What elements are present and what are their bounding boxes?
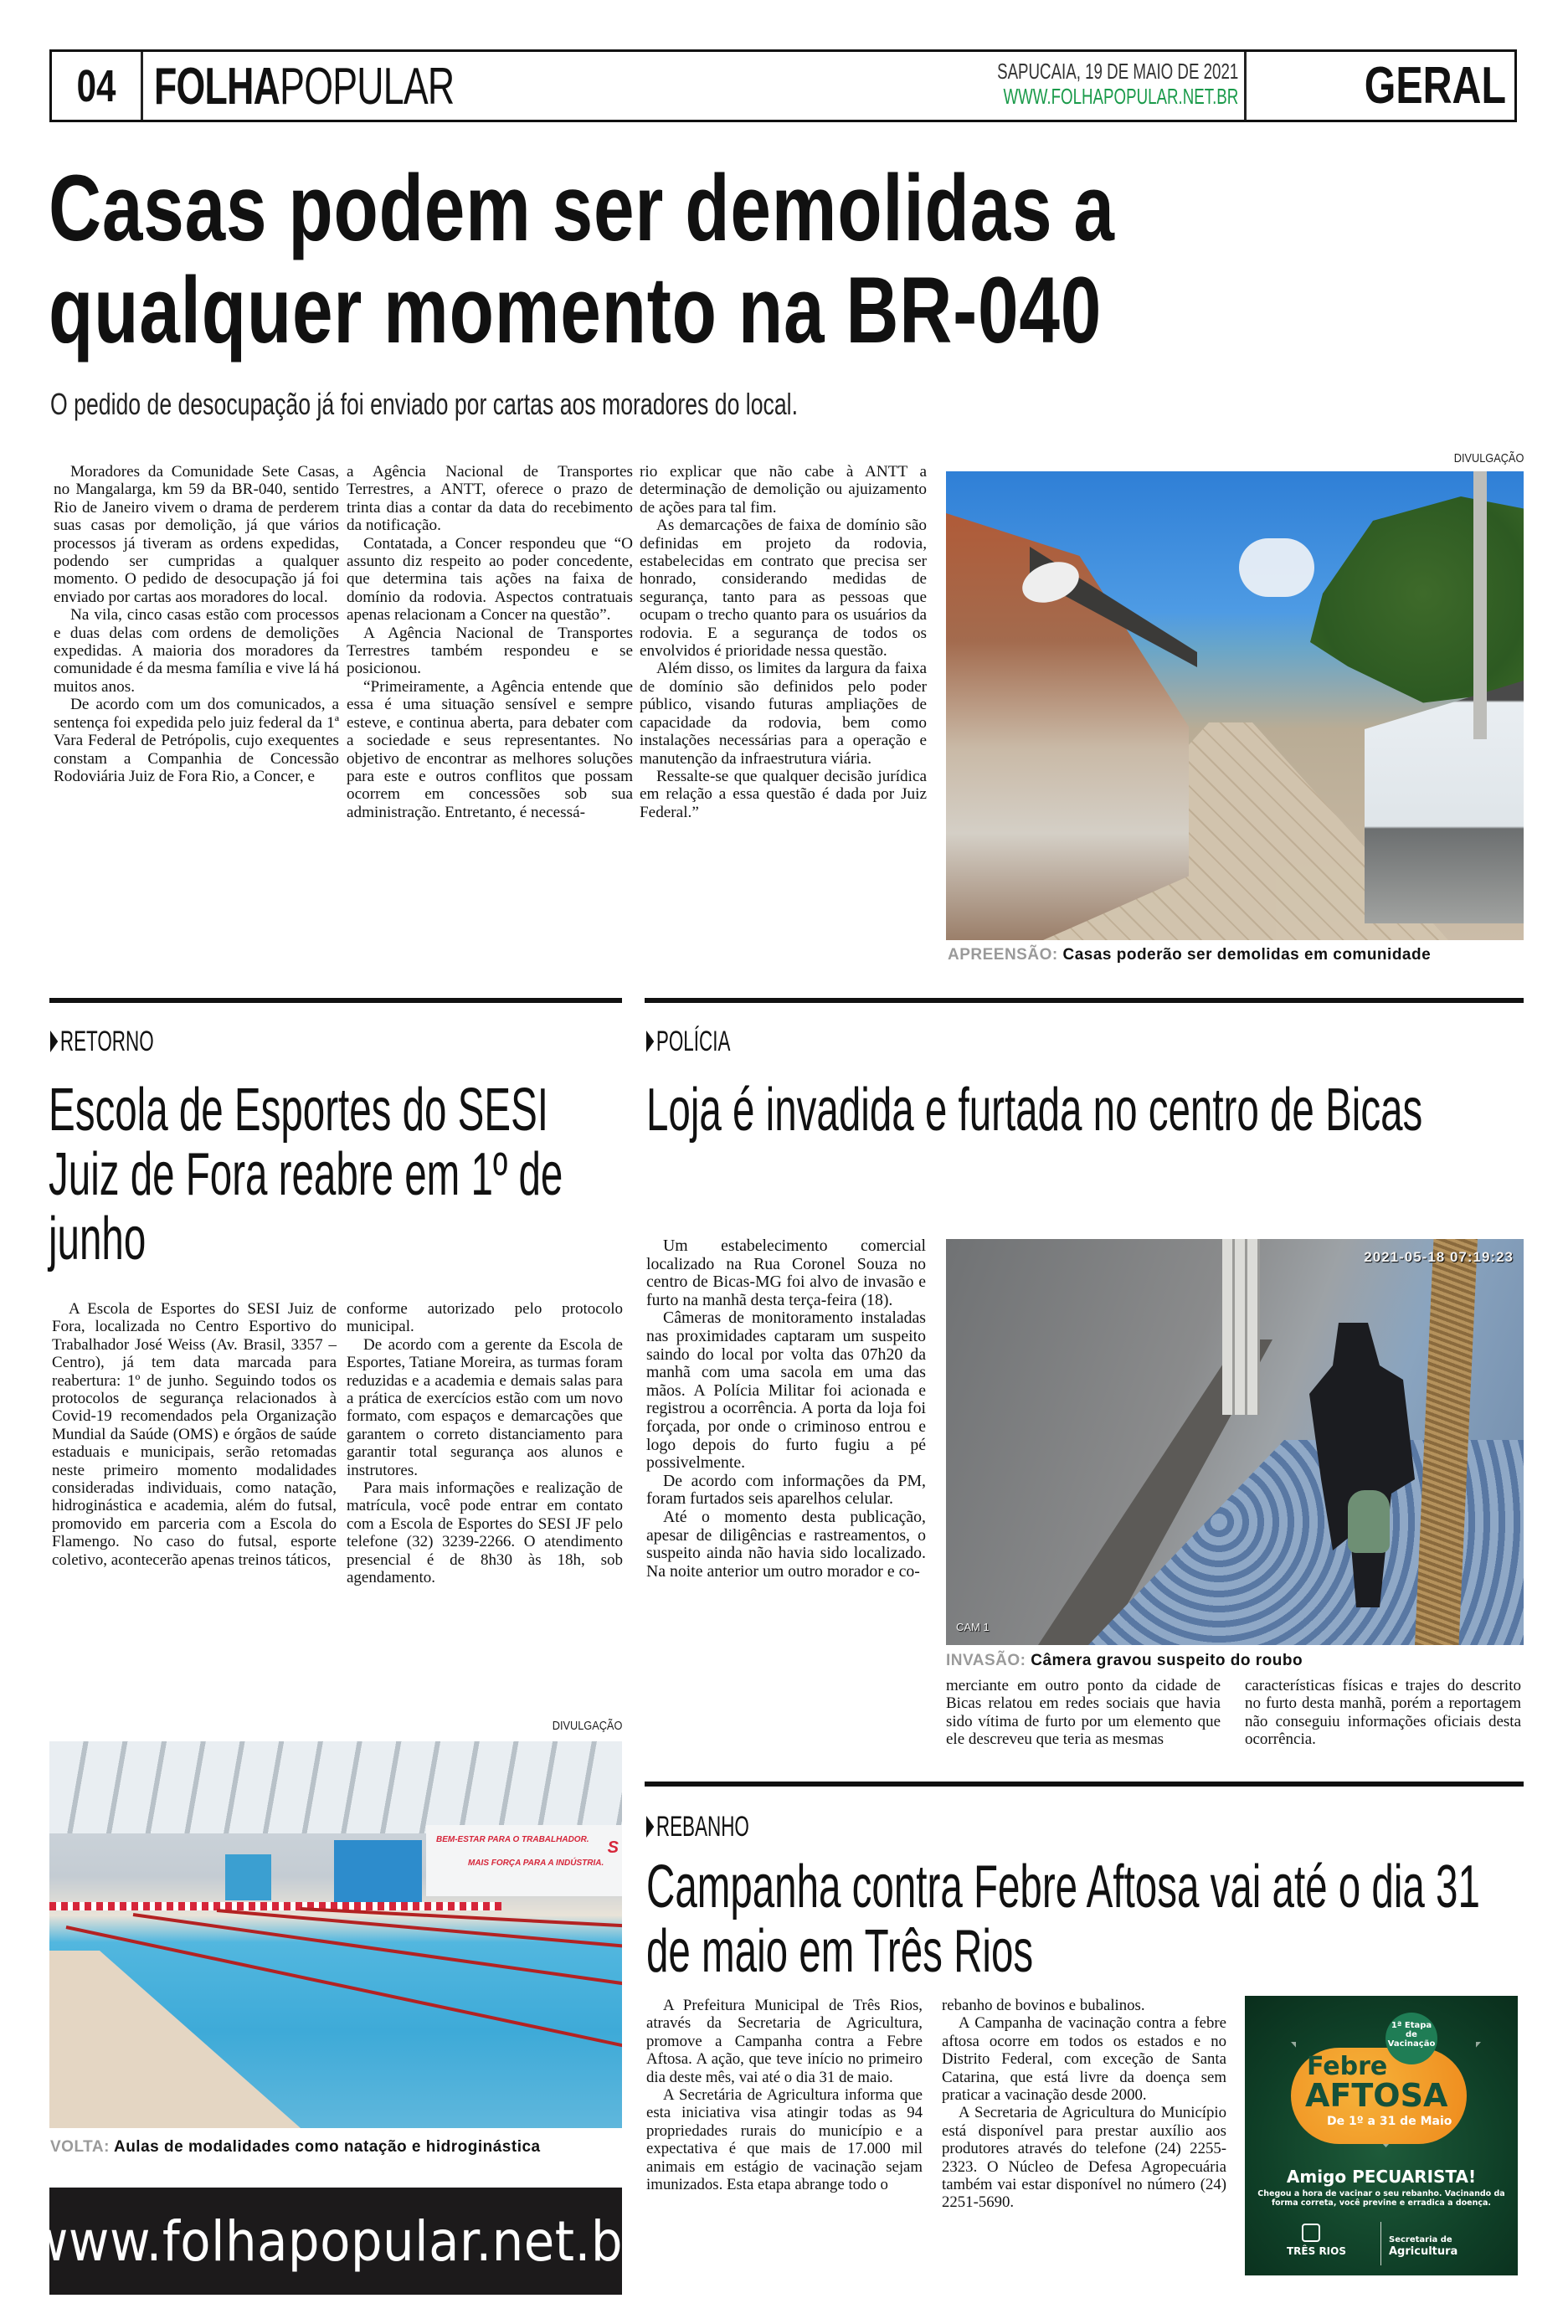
paragraph: características físicas e trajes do descrito no furto desta manhã, porém a reportagem não conseguiu informações oficiais desta ocorrência. bbox=[1245, 1677, 1521, 1749]
paragraph: Ressalte-se que qualquer decisão jurídica em relação a essa questão é dada por Juiz Federal.” bbox=[640, 767, 927, 821]
kicker-text: REBANHO bbox=[655, 1810, 749, 1843]
paragraph: a Agência Nacional de Transportes Terrestres, a ANTT, oferece o prazo de trinta dias a contar da data do recebimento da notificação. bbox=[347, 463, 633, 535]
section-rule bbox=[645, 998, 1524, 1003]
lead-deck: O pedido de desocupação já foi enviado por cartas aos moradores do local. bbox=[50, 387, 799, 421]
photo-credit: DIVULGAÇÃO bbox=[552, 1719, 622, 1733]
ad-headline: Amigo PECUARISTA! bbox=[1286, 2167, 1477, 2187]
stage-badge: 1ª Etapa de Vacinação bbox=[1385, 2013, 1437, 2064]
section-rule bbox=[645, 1782, 1524, 1787]
aftosa-headline: Campanha contra Febre Aftosa vai até o dia 31 de maio em Três Rios bbox=[646, 1854, 1480, 1985]
paragraph: A Secretária de Agricultura informa que esta iniciativa visa atingir todas as 94 propriedades rurais do município e a expectativa é que mais de 17.000 mil animais em estágio de vacinação sejam imunizados. Esta etapa abrange todo o bbox=[646, 2086, 923, 2194]
paragraph: conforme autorizado pelo protocolo municipal. bbox=[347, 1300, 623, 1336]
banner-logo: S bbox=[607, 1838, 619, 1857]
lead-column-3 bbox=[640, 463, 927, 821]
page-number bbox=[52, 52, 143, 120]
sesi-column-2 bbox=[347, 1300, 623, 1587]
bag bbox=[1348, 1490, 1390, 1553]
swimmer-banner bbox=[334, 1840, 422, 1903]
ceiling bbox=[49, 1741, 622, 1833]
triangle-right-icon bbox=[646, 1031, 654, 1052]
pool-deck bbox=[49, 1951, 301, 2128]
city-crest-icon bbox=[1302, 2224, 1320, 2242]
triangle-right-icon bbox=[50, 1031, 58, 1052]
police-column-1 bbox=[646, 1237, 926, 1581]
sesi-kicker bbox=[50, 1023, 154, 1060]
sesi-banner bbox=[426, 1825, 622, 1896]
police-headline: Loja é invadida e furtada no centro de Bicas bbox=[646, 1077, 1423, 1144]
page-number-text: 04 bbox=[76, 60, 116, 111]
paragraph: Moradores da Comunidade Sete Casas, no Mangalarga, km 59 da BR-040, sentido Rio de Janeiro vivem o drama de perderem suas casas por demolição, já que vários processos já tiveram as ordens expedidas, podendo ser cumpridas a qualquer momento. O pedido de desocupação já foi enviado por cartas aos moradores do local. bbox=[54, 463, 339, 606]
house-right bbox=[1365, 681, 1524, 923]
paragraph: rio explicar que não cabe à ANTT a determinação de demolição ou ajuizamento de ações para tal fim. bbox=[640, 463, 927, 517]
kicker-text: POLÍCIA bbox=[655, 1025, 731, 1057]
paragraph: Na vila, cinco casas estão com processos e duas delas com ordens de demolições expedidas. A maioria dos moradores da comunidade é da mesma família e vive lá há muitos anos. bbox=[54, 606, 339, 696]
website-link[interactable]: WWW.FOLHAPOPULAR.NET.BR bbox=[1003, 84, 1238, 109]
paragraph: De acordo com a gerente da Escola de Esportes, Tatiane Moreira, as turmas foram reduzidas e a academia e demais salas para a prática de exercícios estão com um novo formato, com espaços e demarcações que garantem o correto distanciamento para garantir total segurança aos alunos e instrutores. bbox=[347, 1335, 623, 1479]
paragraph: merciante em outro ponto da cidade de Bicas relatou em redes sociais que havia sido vítima de furto por um elemento que ele descreveu que teria as mesmas bbox=[946, 1677, 1221, 1749]
swimmer-banner bbox=[225, 1854, 271, 1900]
newspaper-logo bbox=[154, 55, 454, 118]
banner-text: MAIS FORÇA PARA A INDÚSTRIA. bbox=[468, 1859, 604, 1868]
lead-photo-caption bbox=[948, 946, 1431, 964]
ad-divider bbox=[1380, 2222, 1381, 2265]
paragraph: De acordo com um dos comunicados, a sentença foi expedida pelo juiz federal da 1ª Vara Federal de Petrópolis, cujo exequentes constam a Companhia de Concessão Rodoviária Juiz de Fora Rio, a Concer, e bbox=[54, 696, 339, 785]
caption-kicker: APREENSÃO: bbox=[948, 946, 1058, 964]
cctv-photo bbox=[946, 1239, 1524, 1645]
ad-dept-line2: Agricultura bbox=[1389, 2245, 1458, 2258]
vaccination-ad bbox=[1245, 1996, 1518, 2275]
ad-dept-line1: Secretaria de bbox=[1389, 2235, 1452, 2244]
ad-title-main: AFTOSA bbox=[1305, 2077, 1448, 2114]
ad-dates: De 1º a 31 de Maio bbox=[1327, 2115, 1452, 2128]
section-name: GERAL bbox=[1364, 57, 1506, 115]
website-banner[interactable] bbox=[28, 2188, 644, 2295]
pool-photo bbox=[49, 1741, 622, 2128]
banner-text: BEM-ESTAR PARA O TRABALHADOR. bbox=[436, 1835, 589, 1844]
logo-bold: FOLHA bbox=[154, 58, 280, 116]
sesi-column-1 bbox=[52, 1300, 337, 1569]
poles bbox=[1222, 1239, 1260, 1415]
utility-pole bbox=[1473, 471, 1487, 739]
cctv-timestamp: 2021-05-18 07:19:23 bbox=[1364, 1249, 1514, 1265]
police-photo-caption bbox=[946, 1652, 1303, 1670]
lead-column-1 bbox=[54, 463, 339, 785]
section-rule bbox=[49, 998, 622, 1003]
caption-text: Câmera gravou suspeito do roubo bbox=[1031, 1652, 1303, 1669]
paragraph: rebanho de bovinos e bubalinos. bbox=[942, 1997, 1145, 2014]
street-photo bbox=[946, 471, 1524, 940]
paragraph: A Campanha de vacinação contra a febre aftosa ocorre em todos os estados e no Distrito Federal, com exceção de Santa Catarina, que está livre da doença sem praticar a vacinação desde 2000. bbox=[942, 2014, 1226, 2105]
kicker-text: RETORNO bbox=[59, 1025, 154, 1057]
paragraph: Até o momento desta publicação, apesar de diligências e rastreamentos, o suspeito ainda não havia sido localizado. Na noite anterior um outro morador e co- bbox=[646, 1507, 926, 1581]
cloud bbox=[1239, 538, 1314, 597]
ad-city: TRÊS RIOS bbox=[1287, 2245, 1346, 2257]
logo-light: POPULAR bbox=[280, 58, 455, 116]
caption-kicker: VOLTA: bbox=[50, 2138, 110, 2156]
paragraph: Para mais informações e realização de matrícula, você pode entrar em contato com a Escola de Esportes do SESI JF pelo telefone (32) 3239-2266. O atendimento presencial é de 8h30 às 18h, sob agendamento. bbox=[347, 1479, 623, 1587]
paragraph: Câmeras de monitoramento instaladas nas proximidades captaram um suspeito saindo do local por volta das 07h20 da manhã com uma sacola em uma das mãos. A Polícia Militar foi acionada e registrou a ocorrência. A porta da loja foi forçada, por onde o criminoso entrou e logo depois do furto fugiu a pé possivelmente. bbox=[646, 1309, 926, 1473]
dateline: SAPUCAIA, 19 DE MAIO DE 2021 bbox=[996, 59, 1238, 84]
paragraph: A Secretaria de Agricultura do Município está disponível para prestar auxílio aos produtores através do telefone (24) 2255-2323. O Núcleo de Defesa Agropecuária também vai estar disponível no número (24) 2251-5690. bbox=[942, 2104, 1226, 2212]
masthead-divider bbox=[1244, 52, 1247, 120]
paragraph: A Prefeitura Municipal de Três Rios, através da Secretaria de Agricultura, promove a Campanha contra a Febre Aftosa. A ação, que teve início no primeiro dia deste mês, vai até o dia 31 de maio. bbox=[646, 1997, 923, 2086]
paragraph: A Escola de Esportes do SESI Juiz de Fora, localizada no Centro Esportivo do Trabalhador José Weiss (Av. Brasil, 3357 – Centro), já tem data marcada para reabertura: 1º de junho. Seguindo todos os protocolos de segurança relacionados à Covid-19 recomendados pela Organização Mundial da Saúde (OMS) e órgãos de saúde estaduais e municipais, serão retomadas neste primeiro momento modalidades consideradas individuais, como natação, hidroginástica e academia, além do futsal, promovido em parceria com a Escola do Flamengo. No caso do futsal, esporte coletivo, acontecerão apenas treinos táticos, bbox=[52, 1300, 337, 1569]
sesi-headline: Escola de Esportes do SESI Juiz de Fora reabre em 1º de junho bbox=[49, 1077, 563, 1273]
cctv-camera-label: CAM 1 bbox=[956, 1621, 990, 1633]
police-column-3 bbox=[1245, 1677, 1521, 1749]
lead-headline: Casas podem ser demolidas a qualquer momento na BR-040 bbox=[49, 156, 1115, 362]
paragraph: Contatada, a Concer respondeu que “O assunto diz respeito ao poder concedente, que determina tais ações na faixa de domínio da rodovia. Aspectos contratuais apenas relacionam a Concer na questão”. bbox=[347, 534, 633, 625]
aftosa-column-2 bbox=[942, 1997, 1226, 2212]
police-column-2 bbox=[946, 1677, 1221, 1749]
paragraph: As demarcações de faixa de domínio são definidas em projeto da rodovia, estabelecidas em contrato que precisa ser honrado, considerando medidas de segurança, tanto para as pessoas que ocupam o trecho quanto para os usuários da rodovia. E a segurança de todos os envolvidos é prioridade nessa questão. bbox=[640, 517, 927, 661]
paragraph: Um estabelecimento comercial localizado na Rua Coronel Souza no centro de Bicas-MG foi alvo de invasão e furto na manhã desta terça-feira (18). bbox=[646, 1237, 926, 1309]
ad-body: Chegou a hora de vacinar o seu rebanho. Vacinando da forma correta, você previne e erradica a doença. bbox=[1257, 2189, 1505, 2208]
aftosa-kicker bbox=[646, 1808, 749, 1845]
triangle-right-icon bbox=[646, 1816, 654, 1838]
caption-text: Aulas de modalidades como natação e hidroginástica bbox=[113, 2138, 541, 2156]
paragraph: De acordo com informações da PM, foram furtados seis aparelhos celular. bbox=[646, 1471, 926, 1509]
paragraph: A Agência Nacional de Transportes Terrestres também respondeu e se posicionou. bbox=[347, 624, 633, 678]
paragraph: Além disso, os limites da largura da faixa de domínio são definidos pelo poder público, visando futuras ampliações de capacidade da rodovia, bem como instalações necessárias para a operação e manutenção da infraestrutura viária. bbox=[640, 660, 927, 768]
dateline-block bbox=[997, 59, 1238, 109]
police-kicker bbox=[646, 1023, 730, 1060]
lead-column-2 bbox=[347, 463, 633, 821]
paragraph: “Primeiramente, a Agência entende que essa é uma situação sensível e sempre esteve, e continua aberta, para debater com a sociedade e seus representantes. No objetivo de encontrar as melhores soluções para este e outros conflitos que possam ocorrem em concessões sob sua administração. Entretanto, é necessá- bbox=[347, 677, 633, 821]
masthead bbox=[49, 49, 1517, 122]
sesi-photo-caption bbox=[50, 2138, 541, 2157]
aftosa-column-1 bbox=[646, 1997, 923, 2193]
caption-kicker: INVASÃO: bbox=[946, 1652, 1026, 1669]
ad-title-top: Febre bbox=[1307, 2052, 1388, 2081]
website-banner-text: www.folhapopular.net.br bbox=[28, 2208, 644, 2274]
caption-text: Casas poderão ser demolidas em comunidade bbox=[1062, 946, 1432, 964]
bunting bbox=[49, 1902, 501, 1910]
photo-credit: DIVULGAÇÃO bbox=[1453, 451, 1524, 465]
